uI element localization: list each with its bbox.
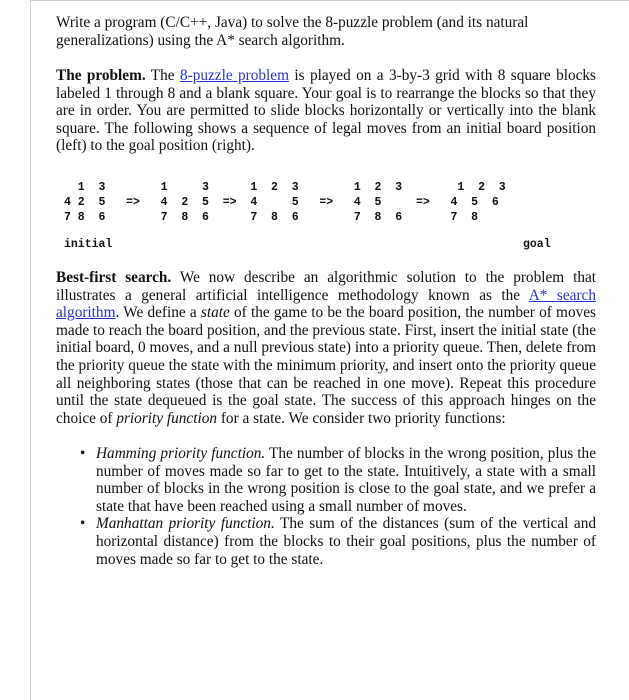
best-first-heading: Best-first search. xyxy=(56,269,172,286)
goal-label: goal xyxy=(523,238,551,251)
best-first-paragraph xyxy=(56,269,596,427)
bullet-title: Manhattan priority function. xyxy=(96,515,275,533)
bullet-icon: • xyxy=(80,515,86,533)
state-term: state xyxy=(200,304,230,322)
best-first-text-3: of the game to be the board position, the number of moves made to reach the board position, and the previous state. First, insert the initial state (the initial board, 0 moves, and a null previous state) into a priority queue. Then, delete from the priority queue the state with the minimum priority, and insert onto the priority queue all neighboring states (those that can be reached in one move). Repeat this procedure until the state dequeued is the goal state. The success of this approach hinges on the choice of xyxy=(56,304,596,427)
initial-label: initial xyxy=(64,238,113,251)
priority-function-term: priority function xyxy=(116,409,218,427)
bullet-title: Hamming priority function. xyxy=(96,445,266,462)
bullet-text: The number of blocks in the wrong position, plus the number of moves made so far to get to the state. Intuitively, a state with a small number of blocks in the wrong position is close to the goal state, and we prefer a state that have been reached using a small number of moves. xyxy=(96,445,596,515)
priority-function-list xyxy=(56,445,596,568)
problem-text-before-link: The xyxy=(145,67,180,84)
board-row-2: 4 2 5 => 4 2 5 => 4 5 => 4 5 => 4 5 6 xyxy=(64,196,499,209)
problem-text-after-link: is played on a 3-by-3 grid with 8 square blocks labeled 1 through 8 and a blank square. Your goal is to rearrange the blocks so that they are in order. You are permitted to slide blocks horizontally or vertically into the blank square. The following shows a sequence of legal moves from an initial board position (left) to the goal position (right). xyxy=(56,67,597,155)
intro-paragraph xyxy=(56,14,596,49)
problem-paragraph xyxy=(56,67,596,155)
problem-heading: The problem. xyxy=(56,67,146,84)
intro-line-1: Write a program (C/C++, Java) to solve the 8-puzzle problem (and its natural xyxy=(56,14,529,31)
bullet-text: The sum of the distances (sum of the vertical and horizontal distance) from the blocks to their goal positions, plus the number of moves made so far to get to the state. xyxy=(96,515,596,568)
list-item xyxy=(56,515,596,568)
board-row-1: 1 3 1 3 1 2 3 1 2 3 1 2 3 xyxy=(64,181,506,194)
board-row-3: 7 8 6 7 8 6 7 8 6 7 8 6 7 8 xyxy=(64,211,479,224)
a-star-link[interactable]: A* search algorithm xyxy=(56,286,596,322)
list-item xyxy=(56,445,596,515)
best-first-text-4: for a state. We consider two priority functions: xyxy=(217,409,506,427)
intro-line-2: generalizations) using the A* search algorithm. xyxy=(56,31,345,49)
bullet-icon: • xyxy=(80,445,86,462)
best-first-text-1: We now describe an algorithmic solution to the problem that illustrates a general artificial intelligence methodology known as the xyxy=(56,269,597,304)
best-first-text-2: . We define a xyxy=(115,304,201,322)
8-puzzle-link[interactable]: 8-puzzle problem xyxy=(179,67,289,84)
